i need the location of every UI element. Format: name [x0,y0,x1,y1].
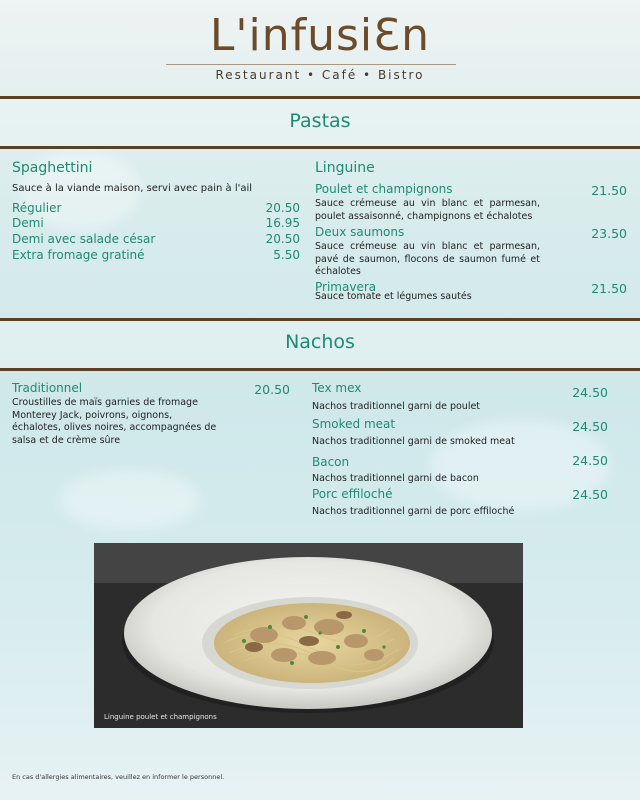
size-label: Demi [12,216,44,230]
section-divider [0,146,640,149]
linguine-item-name: Primavera [315,280,377,294]
linguine-item-description: Sauce crémeuse au vin blanc et parmesan, pavé de saumon, flocons de saumon fumé et échalotes [315,241,540,277]
allergy-notice: En cas d'allergies alimentaires, veuillez en informer le personnel. [12,773,225,781]
linguine-plate-illustration [94,543,523,728]
spaghettini-size-row [12,216,300,232]
nachos-item-name: Porc effiloché [312,487,393,501]
spaghettini-size-row [12,232,300,248]
nachos-item-price: 24.50 [572,419,608,434]
restaurant-logo: L'infusiƐn [209,10,431,61]
nachos-item-price: 24.50 [572,453,608,468]
nachos-item-price: 24.50 [572,487,608,502]
size-label: Extra fromage gratiné [12,248,145,262]
nachos-item-price: 24.50 [572,385,608,400]
section-divider [0,368,640,371]
restaurant-tagline: Restaurant • Café • Bistro [215,68,425,82]
nachos-item-name: Tex mex [312,381,362,395]
nachos-item-name: Smoked meat [312,417,396,431]
linguine-item-description: Sauce crémeuse au vin blanc et parmesan, poulet assaisonné, champignons et échalotes [315,198,540,222]
nachos-traditionnel-name: Traditionnel [12,381,83,395]
linguine-item-price: 21.50 [591,281,627,296]
spaghettini-title: Spaghettini [12,160,93,176]
linguine-item-price: 21.50 [591,183,627,198]
nachos-section-title: Nachos [285,331,355,353]
linguine-title: Linguine [315,160,375,176]
size-price: 20.50 [265,201,300,215]
linguine-item-price: 23.50 [591,226,627,241]
linguine-item-name: Deux saumons [315,225,405,239]
spaghettini-size-row [12,248,300,264]
linguine-item-name: Poulet et champignons [315,182,453,196]
nachos-traditionnel-price: 20.50 [254,382,290,397]
photo-caption: Linguine poulet et champignons [104,713,217,721]
size-price: 5.50 [273,248,300,262]
nachos-item-description: Nachos traditionnel garni de porc effiloché [312,506,515,517]
size-price: 20.50 [265,232,300,246]
size-label: Demi avec salade césar [12,232,156,246]
spaghettini-size-row [12,201,300,217]
nachos-item-description: Nachos traditionnel garni de poulet [312,401,481,412]
linguine-item-description: Sauce tomate et légumes sautés [315,291,472,302]
spaghettini-description: Sauce à la viande maison, servi avec pain à l'ail [12,183,253,194]
dish-photo [94,543,523,728]
nachos-item-name: Bacon [312,455,350,469]
nachos-item-description: Nachos traditionnel garni de bacon [312,473,479,484]
size-label: Régulier [12,201,62,215]
background-texture [60,470,200,530]
menu-header [0,0,640,96]
nachos-traditionnel-description: Croustilles de maïs garnies de fromage Monterey Jack, poivrons, oignons, échalotes, olives noires, accompagnées de salsa et de crème sûre [12,397,217,446]
nachos-item-description: Nachos traditionnel garni de smoked meat [312,436,515,447]
logo-underline [166,64,456,65]
size-price: 16.95 [265,216,300,230]
pastas-section-title: Pastas [289,110,351,132]
